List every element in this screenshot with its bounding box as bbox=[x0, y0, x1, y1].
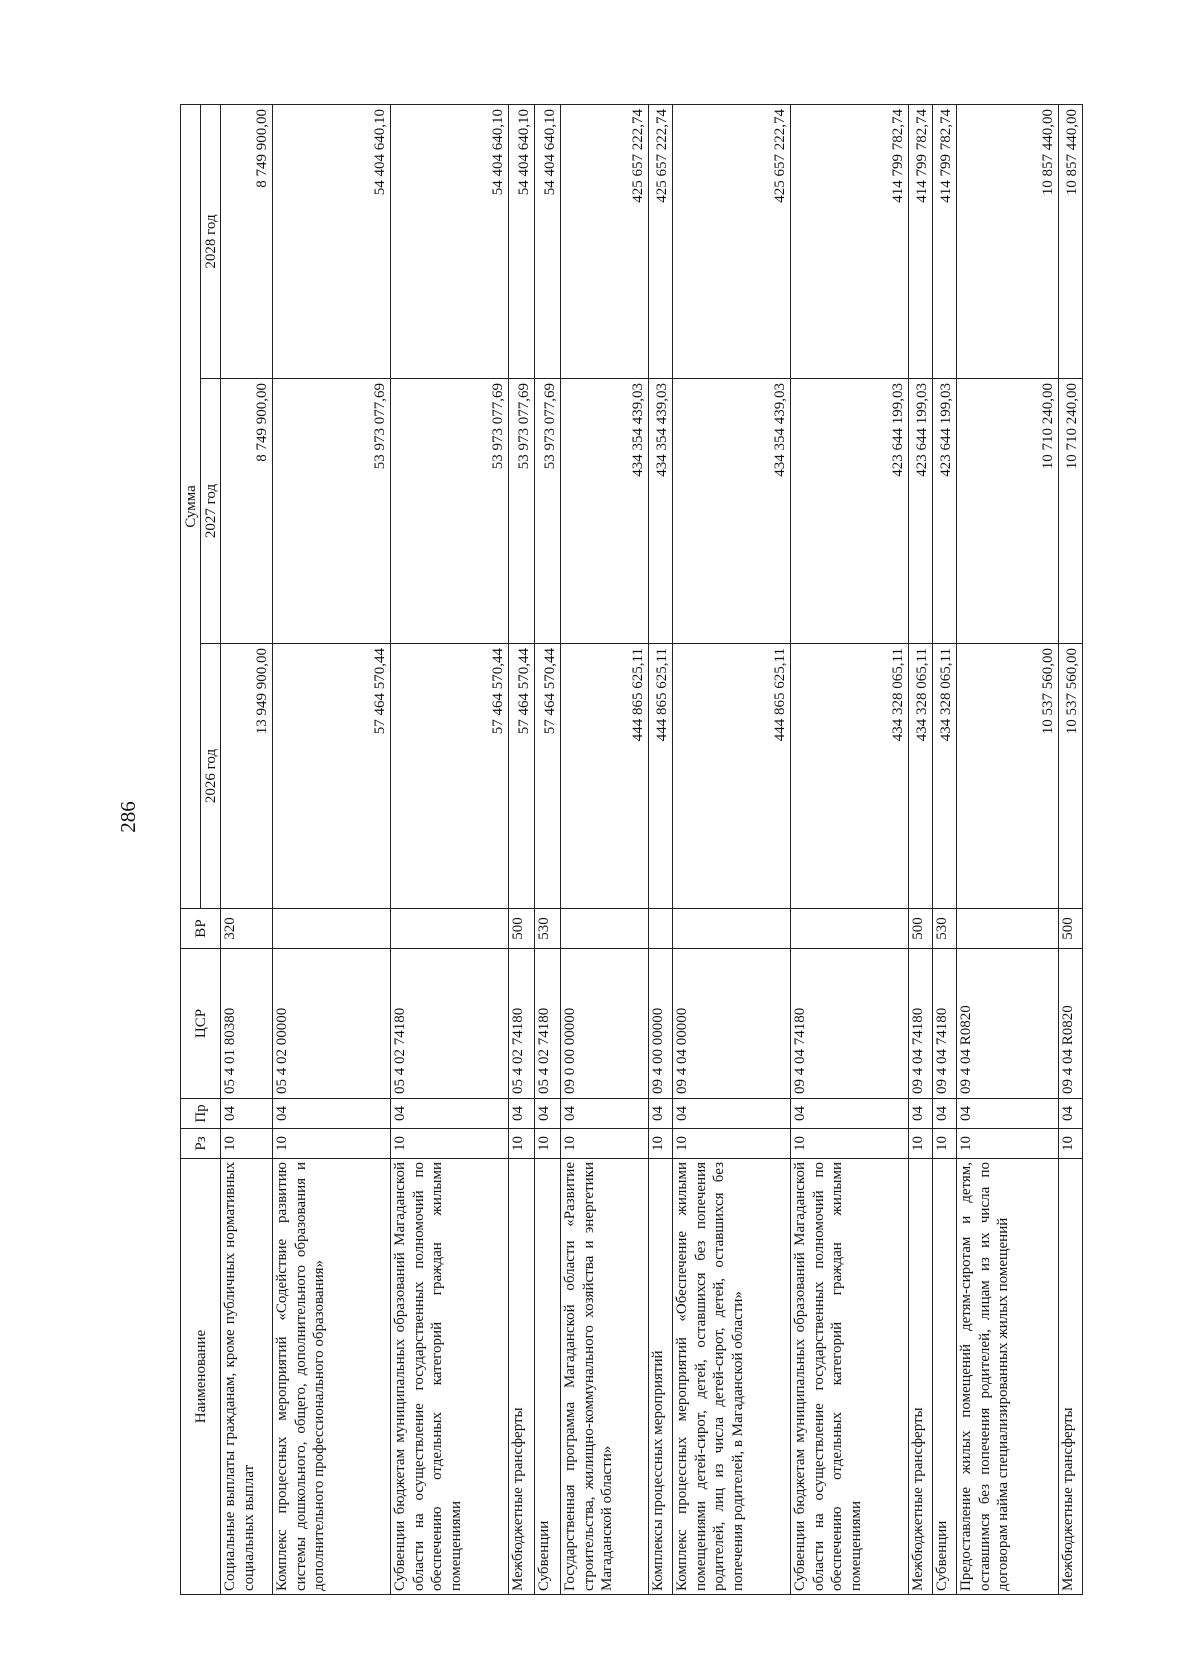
cell-y2027: 423 644 199,03 bbox=[909, 379, 933, 644]
header-csr: ЦСР bbox=[181, 949, 221, 1099]
cell-pr: 04 bbox=[791, 1099, 909, 1129]
table-row bbox=[535, 104, 561, 1594]
cell-name: Межбюджетные трансферты bbox=[1059, 1159, 1083, 1595]
cell-rz: 10 bbox=[957, 1129, 1059, 1159]
cell-name: Комплексы процессных мероприятий bbox=[649, 1159, 673, 1595]
budget-table-rotated bbox=[180, 105, 1081, 1595]
cell-vr bbox=[561, 909, 649, 949]
header-rz: Рз bbox=[181, 1129, 221, 1159]
cell-y2027: 10 710 240,00 bbox=[957, 379, 1059, 644]
cell-rz: 10 bbox=[535, 1129, 561, 1159]
cell-rz: 10 bbox=[561, 1129, 649, 1159]
cell-vr bbox=[957, 909, 1059, 949]
table-row bbox=[509, 104, 535, 1594]
cell-pr: 04 bbox=[273, 1099, 391, 1129]
cell-csr: 09 4 04 R0820 bbox=[957, 949, 1059, 1099]
cell-y2027: 53 973 077,69 bbox=[509, 379, 535, 644]
table-row bbox=[649, 104, 673, 1594]
table-row bbox=[561, 104, 649, 1594]
cell-vr bbox=[791, 909, 909, 949]
table-row bbox=[957, 104, 1059, 1594]
cell-name: Межбюджетные трансферты bbox=[509, 1159, 535, 1595]
cell-y2028: 54 404 640,10 bbox=[535, 104, 561, 378]
table-row bbox=[791, 104, 909, 1594]
table-row bbox=[1059, 104, 1083, 1594]
cell-csr: 05 4 01 80380 bbox=[221, 949, 273, 1099]
cell-pr: 04 bbox=[933, 1099, 957, 1129]
cell-y2027: 53 973 077,69 bbox=[391, 379, 509, 644]
cell-vr: 530 bbox=[535, 909, 561, 949]
cell-name: Субвенции бюджетам муниципальных образований Магаданской области на осуществление государственных полномочий по обеспечению отдельных категорий граждан жилыми помещениями bbox=[791, 1159, 909, 1595]
cell-pr: 04 bbox=[221, 1099, 273, 1129]
cell-name: Социальные выплаты гражданам, кроме публичных нормативных социальных выплат bbox=[221, 1159, 273, 1595]
cell-y2028: 414 799 782,74 bbox=[909, 104, 933, 378]
cell-y2027: 53 973 077,69 bbox=[535, 379, 561, 644]
cell-csr: 05 4 02 00000 bbox=[273, 949, 391, 1099]
cell-csr: 09 4 04 74180 bbox=[933, 949, 957, 1099]
cell-csr: 09 0 00 00000 bbox=[561, 949, 649, 1099]
cell-vr: 320 bbox=[221, 909, 273, 949]
table-row bbox=[273, 104, 391, 1594]
cell-csr: 09 4 00 00000 bbox=[649, 949, 673, 1099]
cell-rz: 10 bbox=[273, 1129, 391, 1159]
cell-pr: 04 bbox=[957, 1099, 1059, 1129]
cell-y2028: 425 657 222,74 bbox=[561, 104, 649, 378]
cell-y2026: 10 537 560,00 bbox=[1059, 644, 1083, 909]
cell-pr: 04 bbox=[391, 1099, 509, 1129]
cell-y2028: 54 404 640,10 bbox=[391, 104, 509, 378]
cell-y2027: 53 973 077,69 bbox=[273, 379, 391, 644]
table-body bbox=[221, 104, 1083, 1594]
header-pr: Пр bbox=[181, 1099, 221, 1129]
cell-name: Государственная программа Магаданской области «Развитие строительства, жилищно-коммунального хозяйства и энергетики Магаданской области» bbox=[561, 1159, 649, 1595]
cell-rz: 10 bbox=[509, 1129, 535, 1159]
cell-name: Предоставление жилых помещений детям-сиротам и детям, оставшимся без попечения родителей, лицам из их числа по договорам найма специализированных жилых помещений bbox=[957, 1159, 1059, 1595]
cell-pr: 04 bbox=[509, 1099, 535, 1129]
cell-y2028: 414 799 782,74 bbox=[791, 104, 909, 378]
cell-vr: 500 bbox=[1059, 909, 1083, 949]
cell-rz: 10 bbox=[791, 1129, 909, 1159]
cell-rz: 10 bbox=[221, 1129, 273, 1159]
cell-rz: 10 bbox=[933, 1129, 957, 1159]
cell-rz: 10 bbox=[649, 1129, 673, 1159]
header-sum: Сумма bbox=[181, 104, 201, 908]
budget-table bbox=[180, 104, 1083, 1595]
header-year-2026: 2026 год bbox=[201, 644, 221, 909]
cell-y2027: 434 354 439,03 bbox=[561, 379, 649, 644]
cell-csr: 05 4 02 74180 bbox=[509, 949, 535, 1099]
cell-y2026: 57 464 570,44 bbox=[273, 644, 391, 909]
cell-y2026: 444 865 625,11 bbox=[649, 644, 673, 909]
cell-vr: 530 bbox=[933, 909, 957, 949]
header-year-2027: 2027 год bbox=[201, 379, 221, 644]
cell-pr: 04 bbox=[649, 1099, 673, 1129]
cell-pr: 04 bbox=[561, 1099, 649, 1129]
cell-y2027: 423 644 199,03 bbox=[933, 379, 957, 644]
cell-rz: 10 bbox=[909, 1129, 933, 1159]
cell-y2026: 434 328 065,11 bbox=[909, 644, 933, 909]
cell-csr: 09 4 04 00000 bbox=[673, 949, 791, 1099]
cell-y2028: 414 799 782,74 bbox=[933, 104, 957, 378]
cell-y2026: 57 464 570,44 bbox=[509, 644, 535, 909]
table-row bbox=[933, 104, 957, 1594]
cell-y2026: 57 464 570,44 bbox=[535, 644, 561, 909]
cell-rz: 10 bbox=[673, 1129, 791, 1159]
cell-y2026: 434 328 065,11 bbox=[791, 644, 909, 909]
cell-rz: 10 bbox=[1059, 1129, 1083, 1159]
cell-csr: 09 4 04 R0820 bbox=[1059, 949, 1083, 1099]
table-row bbox=[221, 104, 273, 1594]
cell-vr: 500 bbox=[909, 909, 933, 949]
cell-y2026: 434 328 065,11 bbox=[933, 644, 957, 909]
page-number: 286 bbox=[116, 801, 140, 833]
cell-name: Межбюджетные трансферты bbox=[909, 1159, 933, 1595]
cell-csr: 09 4 04 74180 bbox=[791, 949, 909, 1099]
cell-vr: 500 bbox=[509, 909, 535, 949]
cell-pr: 04 bbox=[673, 1099, 791, 1129]
header-vr: ВР bbox=[181, 909, 221, 949]
cell-pr: 04 bbox=[1059, 1099, 1083, 1129]
cell-y2026: 444 865 625,11 bbox=[561, 644, 649, 909]
cell-name: Субвенции bbox=[933, 1159, 957, 1595]
cell-vr bbox=[391, 909, 509, 949]
header-name: Наименование bbox=[181, 1159, 221, 1595]
cell-vr bbox=[649, 909, 673, 949]
cell-y2026: 13 949 900,00 bbox=[221, 644, 273, 909]
cell-y2028: 10 857 440,00 bbox=[1059, 104, 1083, 378]
cell-y2028: 10 857 440,00 bbox=[957, 104, 1059, 378]
cell-y2027: 423 644 199,03 bbox=[791, 379, 909, 644]
cell-y2028: 54 404 640,10 bbox=[273, 104, 391, 378]
cell-pr: 04 bbox=[909, 1099, 933, 1129]
cell-csr: 05 4 02 74180 bbox=[391, 949, 509, 1099]
cell-y2027: 434 354 439,03 bbox=[649, 379, 673, 644]
cell-csr: 05 4 02 74180 bbox=[535, 949, 561, 1099]
cell-y2028: 425 657 222,74 bbox=[649, 104, 673, 378]
header-year-2028: 2028 год bbox=[201, 104, 221, 378]
cell-y2026: 444 865 625,11 bbox=[673, 644, 791, 909]
cell-y2026: 57 464 570,44 bbox=[391, 644, 509, 909]
cell-vr bbox=[673, 909, 791, 949]
cell-name: Комплекс процессных мероприятий «Содействие развитию системы дошкольного, общего, дополнительного образования и дополнительного профессионального образования» bbox=[273, 1159, 391, 1595]
cell-y2028: 425 657 222,74 bbox=[673, 104, 791, 378]
cell-y2027: 8 749 900,00 bbox=[221, 379, 273, 644]
cell-rz: 10 bbox=[391, 1129, 509, 1159]
cell-pr: 04 bbox=[535, 1099, 561, 1129]
cell-y2027: 10 710 240,00 bbox=[1059, 379, 1083, 644]
cell-y2028: 54 404 640,10 bbox=[509, 104, 535, 378]
table-row bbox=[391, 104, 509, 1594]
cell-y2026: 10 537 560,00 bbox=[957, 644, 1059, 909]
table-row bbox=[673, 104, 791, 1594]
cell-csr: 09 4 04 74180 bbox=[909, 949, 933, 1099]
cell-y2028: 8 749 900,00 bbox=[221, 104, 273, 378]
cell-name: Субвенции bbox=[535, 1159, 561, 1595]
cell-y2027: 434 354 439,03 bbox=[673, 379, 791, 644]
table-row bbox=[909, 104, 933, 1594]
cell-vr bbox=[273, 909, 391, 949]
cell-name: Комплекс процессных мероприятий «Обеспечение жилыми помещениями детей-сирот, детей, оставшихся без попечения родителей, лиц из числа детей-сирот, детей, оставшихся без попечения родителей, в Магаданской области» bbox=[673, 1159, 791, 1595]
cell-name: Субвенции бюджетам муниципальных образований Магаданской области на осуществление государственных полномочий по обеспечению отдельных категорий граждан жилыми помещениями bbox=[391, 1159, 509, 1595]
